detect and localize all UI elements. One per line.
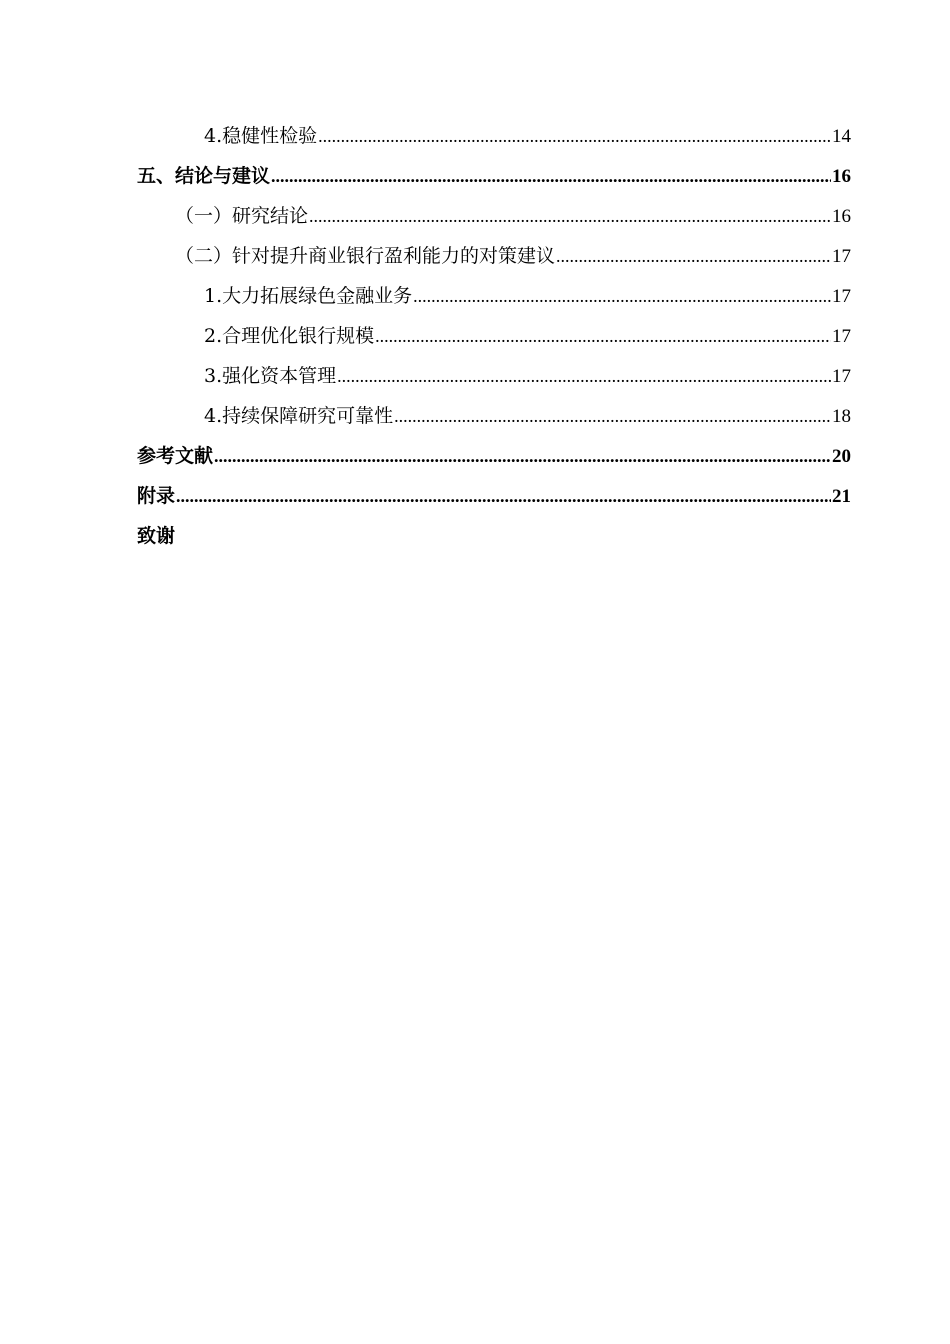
toc-dot-leader bbox=[394, 396, 831, 436]
toc-entry-acknowledgements[interactable] bbox=[137, 516, 851, 556]
toc-dot-leader bbox=[318, 116, 831, 156]
toc-entry-page: 18 bbox=[832, 406, 851, 427]
toc-entry-page: 17 bbox=[832, 286, 851, 307]
toc-entry-green-finance[interactable] bbox=[137, 276, 851, 316]
toc-entry-title: （二）针对提升商业银行盈利能力的对策建议 bbox=[175, 245, 556, 267]
toc-dot-leader bbox=[337, 356, 831, 396]
toc-entry-title: 1.大力拓展绿色金融业务 bbox=[204, 285, 413, 307]
toc-dot-leader bbox=[176, 476, 831, 516]
toc-entry-page: 16 bbox=[832, 166, 851, 187]
toc-entry-research-conclusion[interactable] bbox=[137, 196, 851, 236]
toc-dot-leader bbox=[271, 156, 831, 196]
toc-dot-leader bbox=[556, 236, 831, 276]
toc-entry-page: 14 bbox=[832, 126, 851, 147]
toc-dot-leader bbox=[375, 316, 831, 356]
toc-entry-page: 16 bbox=[832, 206, 851, 227]
toc-entry-title: 参考文献 bbox=[137, 445, 214, 467]
toc-entry-capital-management[interactable] bbox=[137, 356, 851, 396]
toc-entry-title: 五、结论与建议 bbox=[137, 165, 271, 187]
toc-entry-page: 17 bbox=[832, 366, 851, 387]
toc-entry-bank-scale[interactable] bbox=[137, 316, 851, 356]
toc-entry-page: 21 bbox=[832, 486, 851, 507]
toc-entry-page: 17 bbox=[832, 246, 851, 267]
toc-entry-title: 2.合理优化银行规模 bbox=[204, 325, 375, 347]
toc-entry-title: 4.稳健性检验 bbox=[204, 125, 318, 147]
toc-entry-appendix[interactable] bbox=[137, 476, 851, 516]
toc-entry-title: 致谢 bbox=[137, 525, 176, 547]
toc-entry-references[interactable] bbox=[137, 436, 851, 476]
toc-entry-title: 4.持续保障研究可靠性 bbox=[204, 405, 394, 427]
toc-dot-leader bbox=[214, 436, 831, 476]
toc-dot-leader bbox=[413, 276, 831, 316]
toc-entry-robustness-test[interactable] bbox=[137, 116, 851, 156]
toc-entry-title: 3.强化资本管理 bbox=[204, 365, 337, 387]
toc-entry-title: （一）研究结论 bbox=[175, 205, 309, 227]
toc-entry-title: 附录 bbox=[137, 485, 176, 507]
toc-entry-page: 20 bbox=[832, 446, 851, 467]
toc-entry-research-reliability[interactable] bbox=[137, 396, 851, 436]
toc-entry-conclusion-chapter[interactable] bbox=[137, 156, 851, 196]
toc-dot-leader bbox=[309, 196, 831, 236]
table-of-contents bbox=[137, 116, 851, 556]
toc-entry-suggestions[interactable] bbox=[137, 236, 851, 276]
toc-entry-page: 17 bbox=[832, 326, 851, 347]
